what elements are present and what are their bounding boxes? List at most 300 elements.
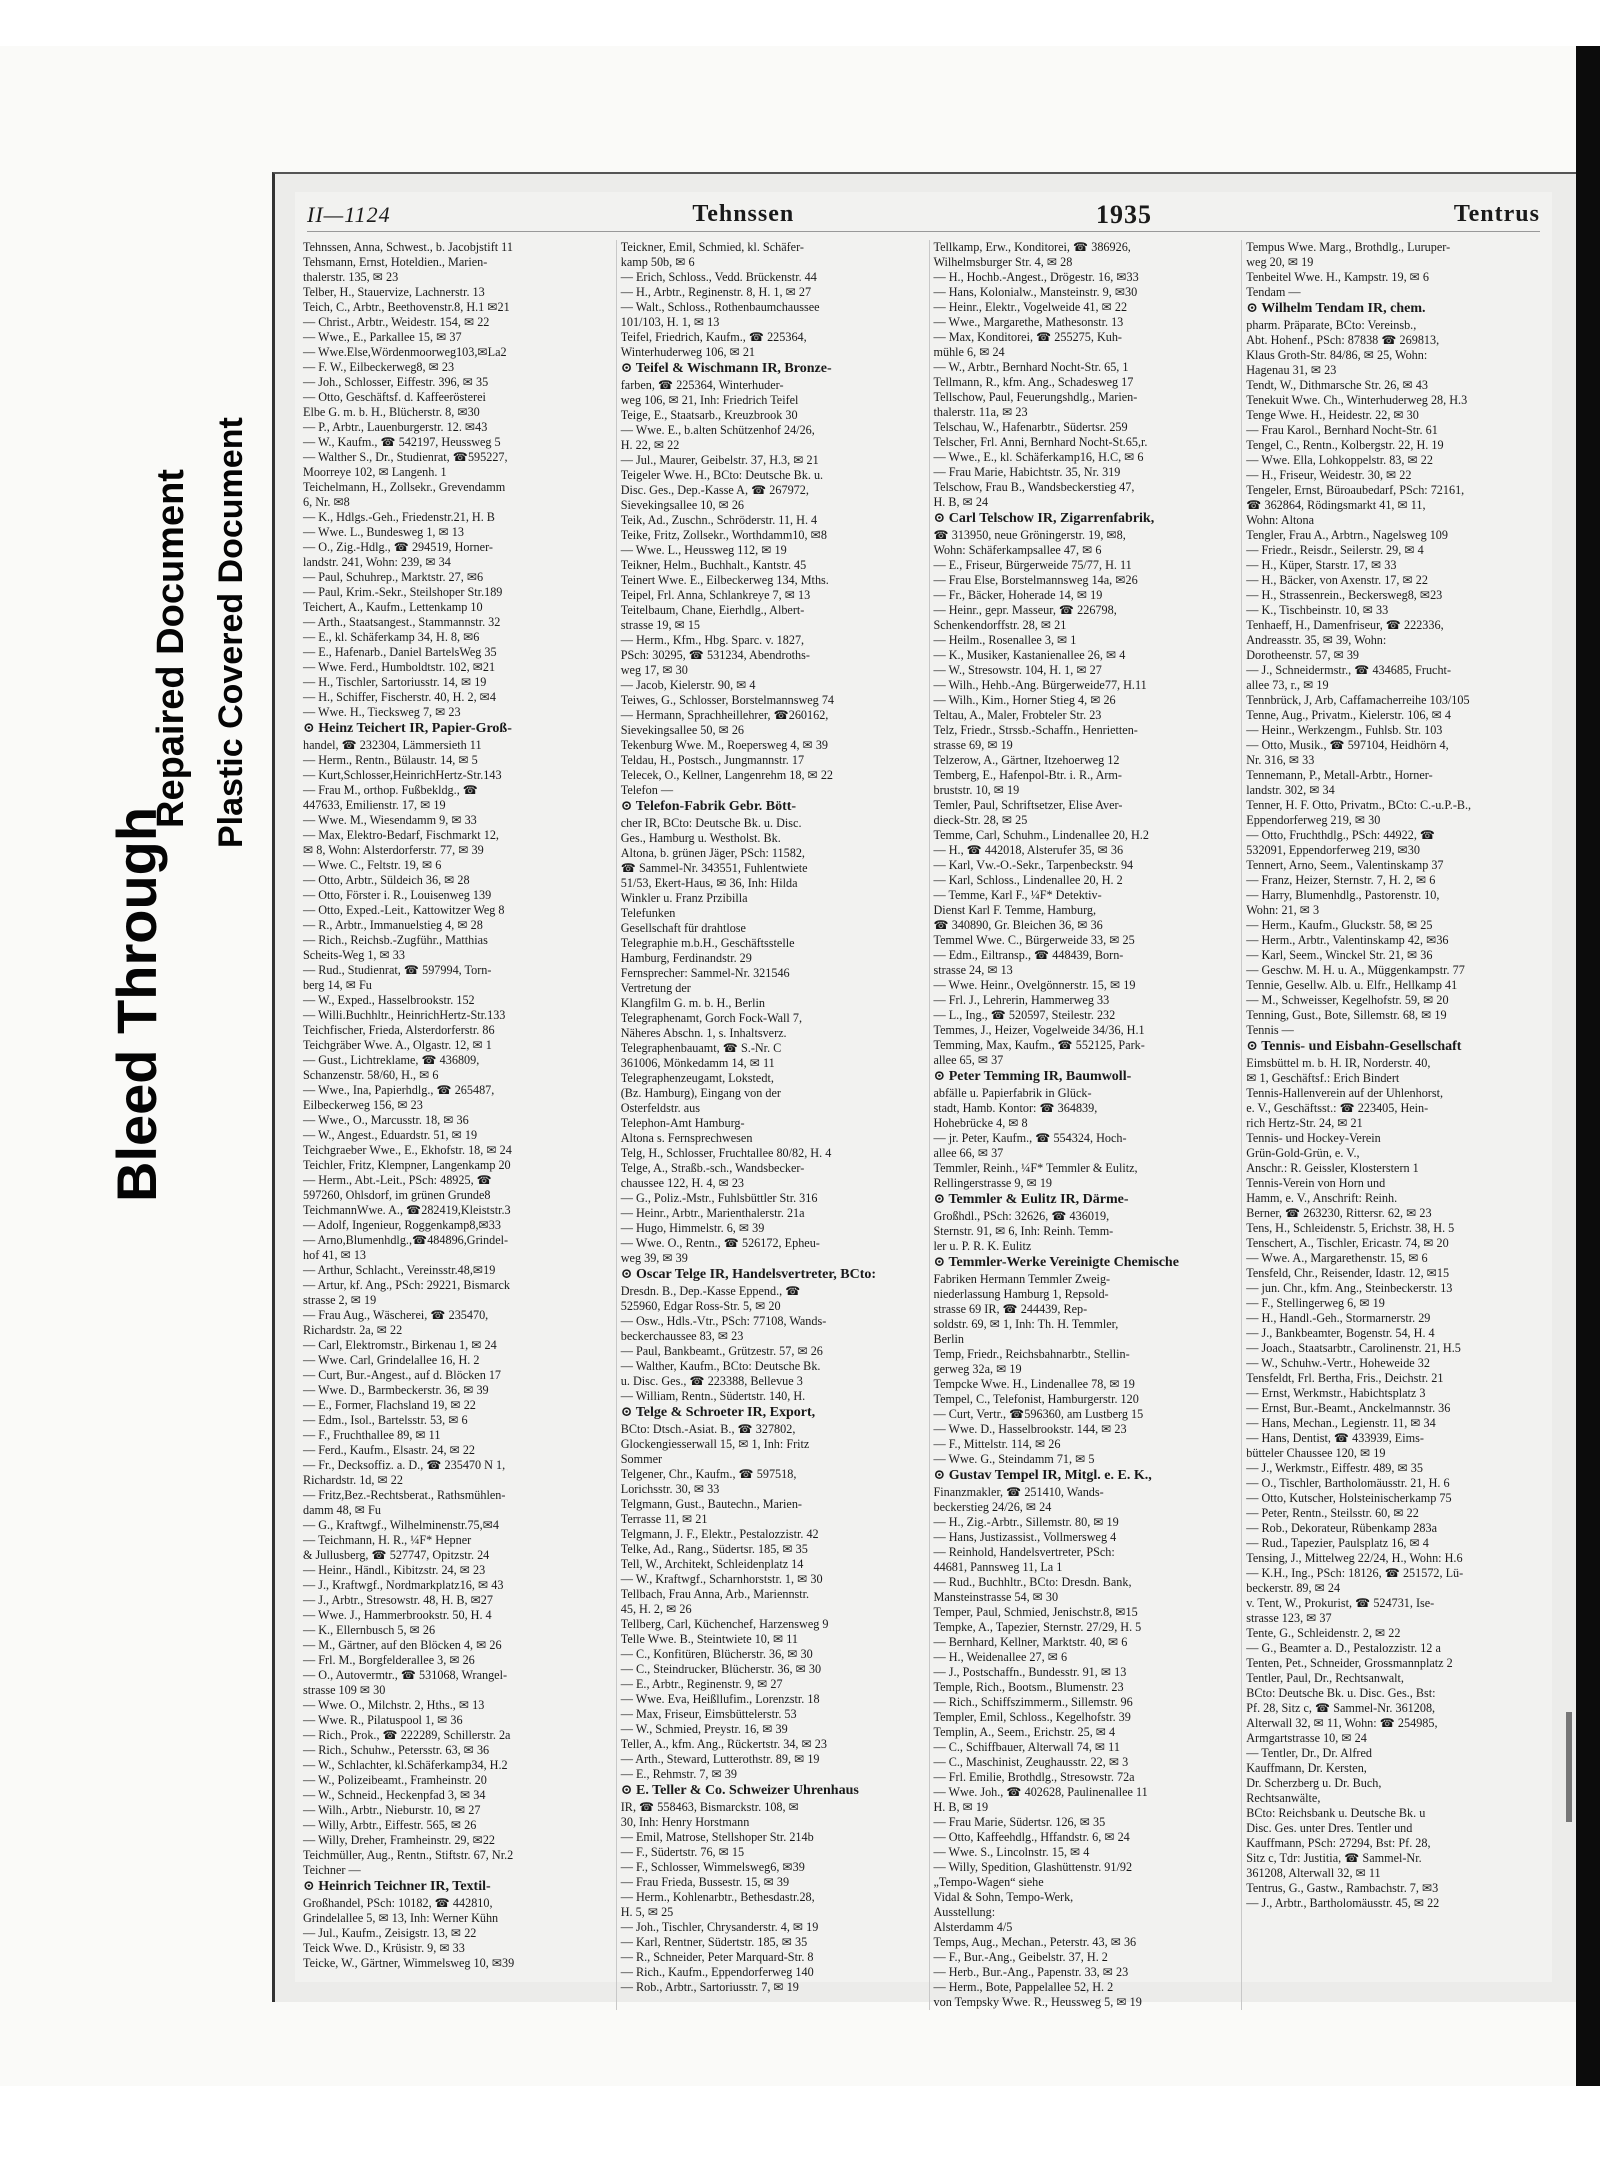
directory-entry: allee 73, r., ✉ 19	[1246, 678, 1329, 692]
directory-entry: ⊙ Heinrich Teichner IR, Textil-	[303, 1879, 491, 1894]
directory-entry: H. B, ✉ 24	[933, 495, 989, 509]
directory-entry: — Frau Marie, Südertsr. 126, ✉ 35	[933, 1815, 1106, 1829]
directory-entry: Telke, Ad., Rang., Südertsr. 185, ✉ 35	[620, 1542, 808, 1556]
directory-entry: Templin, A., Seem., Erichstr. 25, ✉ 4	[933, 1725, 1116, 1739]
directory-entry: Teich, C., Arbtr., Beethovenstr.8, H.1 ✉21	[303, 300, 510, 314]
directory-entry: ⊙ Temmler & Eulitz IR, Därme-	[933, 1192, 1129, 1207]
directory-entry: — W., Angest., Eduardstr. 51, ✉ 19	[303, 1128, 478, 1142]
directory-entry: Rellingerstrasse 9, ✉ 19	[933, 1176, 1053, 1190]
directory-entry: Telegraphenzeugamt, Lokstedt,	[620, 1071, 774, 1085]
directory-entry: Nr. 316, ✉ 33	[1246, 753, 1315, 767]
directory-entry: & Jullusberg, ☎ 527747, Opitzstr. 24	[303, 1548, 490, 1562]
directory-entry: Telge, A., Straßb.-sch., Wandsbecker-	[620, 1161, 805, 1175]
directory-entry: — Gust., Lichtreklame, ☎ 436809,	[303, 1053, 480, 1067]
directory-entry: — Hugo, Himmelstr. 6, ✉ 39	[620, 1221, 765, 1235]
directory-entry: — Willi.Buchhltr., HeinrichHertz-Str.133	[303, 1008, 506, 1022]
directory-entry: — Heilm., Rosenallee 3, ✉ 1	[933, 633, 1077, 647]
directory-entry: Richardstr. 2a, ✉ 22	[303, 1323, 403, 1337]
directory-entry: — Fr., Bäcker, Hoheradе 14, ✉ 19	[933, 588, 1103, 602]
directory-entry: Glockengiesserwall 15, ✉ 1, Inh: Fritz	[620, 1437, 810, 1451]
directory-entry: — Ernst, Werkmstr., Habichtsplatz 3	[1246, 1386, 1426, 1400]
directory-entry: Temple, Rich., Bootsm., Blumenstr. 23	[933, 1680, 1124, 1694]
directory-entry: Temmes, J., Heizer, Vogelweide 34/36, H.1	[933, 1023, 1145, 1037]
directory-entry: strasse 123, ✉ 37	[1246, 1611, 1332, 1625]
directory-entry: Tentrus, G., Gastw., Rambachstr. 7, ✉3	[1246, 1881, 1439, 1895]
directory-entry: — F., Stellingerweg 6, ✉ 19	[1246, 1296, 1385, 1310]
directory-entry: Anschr.: R. Geissler, Klosterstern 1	[1246, 1161, 1419, 1175]
directory-entry: Tengeler, Ernst, Büroaubedarf, PSch: 72161,	[1246, 483, 1465, 497]
directory-entry: Eimsbüttel m. b. H. IR, Norderstr. 40,	[1246, 1056, 1431, 1070]
directory-entry: — Otto, Geschäftsf. d. Kaffeerösterei	[303, 390, 486, 404]
directory-entry: — Rich., Kaufm., Eppendorferweg 140	[620, 1965, 814, 1979]
directory-entry: Telzerow, A., Gärtner, Itzehoerweg 12	[933, 753, 1120, 767]
directory-entry: Hagenau 31, ✉ 23	[1246, 363, 1337, 377]
directory-entry: — W., Kraftwgf., Scharnhorststr. 1, ✉ 30	[620, 1572, 823, 1586]
directory-entry: — Herm., Rentn., Bülaustr. 14, ✉ 5	[303, 753, 478, 767]
directory-entry: TeichmannWwe. A., ☎282419,Kleiststr.3	[303, 1203, 511, 1217]
directory-entry: Tellberg, Carl, Küchenchef, Harzensweg 9	[620, 1617, 829, 1631]
directory-entry: — H., Zig.-Arbtr., Sillemstr. 80, ✉ 19	[933, 1515, 1119, 1529]
directory-entry: Tempke, A., Tapezier, Sternstr. 27/29, H. 5	[933, 1620, 1142, 1634]
page-header	[307, 198, 1540, 232]
directory-entry: Telegraphenamt, Gorch Fock-Wall 7,	[620, 1011, 803, 1025]
directory-entry: Tehsmann, Ernst, Hoteldien., Marien-	[303, 255, 488, 269]
directory-entry: — Herm., Kohlenarbtr., Bethesdastr.28,	[620, 1890, 815, 1904]
directory-entry: Temming, Max, Kaufm., ☎ 552125, Park-	[933, 1038, 1145, 1052]
directory-entry: Lorichsstr. 30, ✉ 33	[620, 1482, 720, 1496]
directory-entry: Telscher, Frl. Anni, Bernhard Nocht-St.65,r.	[933, 435, 1148, 449]
directory-entry: Grün-Gold-Grün, e. V.,	[1246, 1146, 1360, 1160]
directory-entry: — Wwe. Carl, Grindelallee 16, H. 2	[303, 1353, 480, 1367]
directory-entry: — Otto, Kutscher, Holsteinischerkamp 75	[1246, 1491, 1452, 1505]
directory-entry: Tennbrück, J, Arb, Caffamacherreihe 103/105	[1246, 693, 1470, 707]
directory-entry: Hohebrücke 4, ✉ 8	[933, 1116, 1028, 1130]
directory-entry: — Curt, Vertr., ☎596360, am Lustberg 15	[933, 1407, 1144, 1421]
directory-entry: — M., Gärtner, auf den Blöcken 4, ✉ 26	[303, 1638, 502, 1652]
directory-entry: niederlassung Hamburg 1, Repsold-	[933, 1287, 1109, 1301]
directory-entry: cher IR, BCto: Deutsche Bk. u. Disc.	[620, 816, 802, 830]
directory-entry: Gesellschaft für drahtlose	[620, 921, 746, 935]
directory-entry: soldstr. 69, ✉ 1, Inh: Th. H. Temmler,	[933, 1317, 1119, 1331]
directory-entry: Klaus Groth-Str. 84/86, ✉ 25, Wohn:	[1246, 348, 1428, 362]
directory-entry: Teichelmann, H., Zollsekr., Grevendamm	[303, 480, 506, 494]
directory-entry: — Wwe., Ina, Papierhdlg., ☎ 265487,	[303, 1083, 495, 1097]
directory-entry: — Wwe. L., Heussweg 112, ✉ 19	[620, 543, 787, 557]
directory-entry: — E., Friseur, Bürgerweide 75/77, H. 11	[933, 558, 1132, 572]
page-number: II—1124	[307, 201, 391, 227]
directory-entry: 532091, Eppendorferweg 219, ✉30	[1246, 843, 1420, 857]
directory-entry: — Wwe. G., Steindamm 71, ✉ 5	[933, 1452, 1095, 1466]
directory-entry: — J., Werkmstr., Eiffestr. 489, ✉ 35	[1246, 1461, 1423, 1475]
directory-entry: gerweg 32a, ✉ 19	[933, 1362, 1022, 1376]
directory-entry: — Karl, Seem., Winckel Str. 21, ✉ 36	[1246, 948, 1433, 962]
directory-entry: allee 66, ✉ 37	[933, 1146, 1004, 1160]
directory-entry: Moorreye 102, ✉ Langenh. 1	[303, 465, 447, 479]
directory-entry: — Paul, Bankbeamt., Grützestr. 57, ✉ 26	[620, 1344, 823, 1358]
header-right-word: Tentrus	[1453, 201, 1540, 227]
directory-entry: — E., Rehmstr. 7, ✉ 39	[620, 1767, 737, 1781]
directory-entry: Kauffmann, Dr. Kersten,	[1246, 1761, 1367, 1775]
directory-entry: Berlin	[933, 1332, 964, 1346]
directory-entry: — Wwe. O., Milchstr. 2, Hths., ✉ 13	[303, 1698, 485, 1712]
directory-entry: — Heinr., Arbtr., Marienthalerstr. 21a	[620, 1206, 805, 1220]
directory-entry: H. 22, ✉ 22	[620, 438, 680, 452]
directory-entry: u. Disc. Ges., ☎ 223388, Bellevue 3	[620, 1374, 803, 1388]
directory-entry: ⊙ Wilhelm Tendam IR, chem.	[1246, 301, 1426, 316]
directory-entry: — K., Tischbeinstr. 10, ✉ 33	[1246, 603, 1389, 617]
directory-entry: — Hans, Kolonialw., Mansteinstr. 9, ✉30	[933, 285, 1138, 299]
directory-entry: IR, ☎ 558463, Bismarckstr. 108, ✉	[620, 1800, 799, 1814]
directory-entry: — Frau Marie, Habichtstr. 35, Nr. 319	[933, 465, 1121, 479]
directory-entry: — W., Arbtr., Bernhard Nocht-Str. 65, 1	[933, 360, 1129, 374]
directory-entry: — Emil, Matrose, Stellshoper Str. 214b	[620, 1830, 814, 1844]
directory-entry: — Wwe. Eva, Heißllufim., Lorenzstr. 18	[620, 1692, 820, 1706]
directory-entry: Ges., Hamburg u. Westholst. Bk.	[620, 831, 781, 845]
directory-entry: PSch: 30295, ☎ 531234, Abendroths-	[620, 648, 810, 662]
directory-entry: — Wwe. D., Hasselbrookstr. 144, ✉ 23	[933, 1422, 1127, 1436]
directory-entry: 45, H. 2, ✉ 26	[620, 1602, 692, 1616]
directory-entry: — Wwe. D., Barmbeckerstr. 36, ✉ 39	[303, 1383, 489, 1397]
directory-entry: — G., Beamter a. D., Pestalozzistr. 12 a	[1246, 1641, 1441, 1655]
directory-entry: — H., Hochb.-Angest., Drögestr. 16, ✉33	[933, 270, 1139, 284]
directory-entry: — Jul., Maurer, Geibelstr. 37, H.3, ✉ 21	[620, 453, 819, 467]
directory-entry: Fernsprecher: Sammel-Nr. 321546	[620, 966, 790, 980]
directory-entry: — Otto, Fruchthdlg., PSch: 44922, ☎	[1246, 828, 1436, 842]
directory-entry: — Rich., Reichsb.-Zugführ., Matthias	[303, 933, 488, 947]
directory-entry: — O., Tischler, Bartholomäusstr. 21, H. 6	[1246, 1476, 1450, 1490]
directory-entry: — E., kl. Schäferkamp 34, H. 8, ✉6	[303, 630, 480, 644]
directory-entry: Disc. Ges. unter Dres. Tentler und	[1246, 1821, 1413, 1835]
directory-entry: — Wwe., E., Parkallee 15, ✉ 37	[303, 330, 462, 344]
directory-entry: Wohn: Altona	[1246, 513, 1314, 527]
directory-entry: — Herb., Bur.-Ang., Papenstr. 33, ✉ 23	[933, 1965, 1129, 1979]
directory-entry: Tendam —	[1246, 285, 1301, 299]
directory-entry: Eppendorferweg 219, ✉ 30	[1246, 813, 1381, 827]
directory-entry: Teicke, W., Gärtner, Wimmelsweg 10, ✉39	[303, 1956, 515, 1970]
directory-entry: Telber, H., Stauervize, Lachnerstr. 13	[303, 285, 485, 299]
directory-entry: — Herm., Arbtr., Valentinskamp 42, ✉36	[1246, 933, 1449, 947]
directory-entry: weg 20, ✉ 19	[1246, 255, 1314, 269]
directory-entry: ☎ 340890, Gr. Bleichen 36, ✉ 36	[933, 918, 1103, 932]
directory-entry: Tell, W., Architekt, Schleidenplatz 14	[620, 1557, 804, 1571]
directory-entry: ✉ 1, Geschäftsf.: Erich Bindert	[1246, 1071, 1400, 1085]
directory-entry: Tenner, H. F. Otto, Privatm., BCto: C.-u.P.-B.,	[1246, 798, 1472, 812]
header-left-word: Tehnssen	[692, 201, 795, 227]
directory-entry: — Rud., Studienrat, ☎ 597994, Torn-	[303, 963, 492, 977]
scan-dark-edge	[1576, 46, 1600, 2086]
directory-entry: — Walther, Kaufm., BCto: Deutsche Bk.	[620, 1359, 821, 1373]
directory-entry: beckerstr. 89, ✉ 24	[1246, 1581, 1341, 1595]
directory-entry: — jun. Chr., kfm. Ang., Steinbeckerstr. 13	[1246, 1281, 1453, 1295]
directory-entry: — Hans, Justizassist., Vollmersweg 4	[933, 1530, 1117, 1544]
directory-entry: e. V., Geschäftsst.: ☎ 223405, Hein-	[1246, 1101, 1429, 1115]
directory-entry: — H., Küper, Starstr. 17, ✉ 33	[1246, 558, 1397, 572]
directory-entry: ☎ Sammel-Nr. 343551, Fuhlentwiete	[620, 861, 808, 875]
directory-entry: Mansteinstrasse 54, ✉ 30	[933, 1590, 1059, 1604]
directory-entry: — Artur, kf. Ang., PSch: 29221, Bismarck	[303, 1278, 511, 1292]
directory-entry: — H., ☎ 442018, Alsterufer 35, ✉ 36	[933, 843, 1124, 857]
directory-entry: pharm. Präparate, BCto: Vereinsb.,	[1246, 318, 1417, 332]
directory-entry: Temmel Wwe. C., Bürgerweide 33, ✉ 25	[933, 933, 1135, 947]
directory-entry: — Max, Friseur, Eimsbüttelerstr. 53	[620, 1707, 797, 1721]
directory-entry: — Curt, Bur.-Angest., auf d. Blöcken 17	[303, 1368, 502, 1382]
directory-entry: — Frl. Emilie, Brothdlg., Stresowstr. 72a	[933, 1770, 1135, 1784]
directory-entry: — Edm., Isol., Bartelsstr. 53, ✉ 6	[303, 1413, 468, 1427]
directory-entry: Dorotheenstr. 57, ✉ 39	[1246, 648, 1360, 662]
directory-entry: Tengel, C., Rentn., Kolbergstr. 22, H. 19	[1246, 438, 1444, 452]
directory-entry: — Fritz,Bez.-Rechtsberat., Rathsmühlen-	[303, 1488, 506, 1502]
directory-entry: — Osw., Hdls.-Vtr., PSch: 77108, Wands-	[620, 1314, 827, 1328]
directory-entry: Temmler, Reinh., ¼F* Temmler & Eulitz,	[933, 1161, 1138, 1175]
directory-entry: — Adolf, Ingenieur, Roggenkamp8,✉33	[303, 1218, 501, 1232]
directory-entry: — Heinr., gepr. Masseur, ☎ 226798,	[933, 603, 1117, 617]
directory-entry: Tensing, J., Mittelweg 22/24, H., Wohn: H.6	[1246, 1551, 1463, 1565]
directory-entry: strasse 69, ✉ 19	[933, 738, 1013, 752]
directory-entry: — Frl. J., Lehrerin, Hammerweg 33	[933, 993, 1110, 1007]
directory-entry: handel, ☎ 232304, Lämmersieth 11	[303, 738, 482, 752]
directory-entry: Tennie, Gesellw. Alb. u. Elfr., Hellkamp 41	[1246, 978, 1458, 992]
directory-entry: — William, Rentn., Südertstr. 140, H.	[620, 1389, 806, 1403]
directory-entry: — Joh., Tischler, Chrysanderstr. 4, ✉ 19	[620, 1920, 819, 1934]
directory-entry: ⊙ Temmler-Werke Vereinigte Chemische	[933, 1255, 1179, 1270]
directory-entry: — Carl, Elektromstr., Birkenau 1, ✉ 24	[303, 1338, 497, 1352]
directory-entry: Telg, H., Schlosser, Fruchtallee 80/82, H. 4	[620, 1146, 832, 1160]
directory-entry: — Edm., Eiltransp., ☎ 448439, Born-	[933, 948, 1124, 962]
directory-entry: Tellschow, Paul, Feuerungshdlg., Marien-	[933, 390, 1138, 404]
directory-entry: beckerstieg 24/26, ✉ 24	[933, 1500, 1052, 1514]
directory-entry: Eilbeckerweg 156, ✉ 23	[303, 1098, 423, 1112]
directory-entry: Teigeler Wwe. H., BCto: Deutsche Bk. u.	[620, 468, 824, 482]
directory-entry: — Otto, Kaffeehdlg., Hffandstr. 6, ✉ 24	[933, 1830, 1130, 1844]
directory-entry: — J., Arbtr., Bartholomäusstr. 45, ✉ 22	[1246, 1896, 1440, 1910]
directory-entry: — Wilh., Hehb.-Ang. Bürgerweide77, H.11	[933, 678, 1147, 692]
directory-entry: — W., Stresowstr. 104, H. 1, ✉ 27	[933, 663, 1102, 677]
directory-entry: — H., Tischler, Sartoriusstr. 14, ✉ 19	[303, 675, 487, 689]
directory-entry: — Wwe. Joh., ☎ 402628, Paulinenallee 11	[933, 1785, 1148, 1799]
directory-entry: — Wwe. Heinr., Ovelgönnerstr. 15, ✉ 19	[933, 978, 1136, 992]
directory-entry: Teike, Fritz, Zollsekr., Worthdamm10, ✉8	[620, 528, 827, 542]
directory-entry: Richardstr. 1d, ✉ 22	[303, 1473, 403, 1487]
directory-entry: Sternstr. 91, ✉ 6, Inh: Reinh. Temm-	[933, 1224, 1114, 1238]
directory-entry: kamp 50b, ✉ 6	[620, 255, 695, 269]
directory-entry: — Herm., Bote, Pappelallee 52, H. 2	[933, 1980, 1114, 1994]
directory-entry: — H., Handl.-Geh., Stormarnerstr. 29	[1246, 1311, 1431, 1325]
directory-entry: Dienst Karl F. Temme, Hamburg,	[933, 903, 1097, 917]
directory-entry: Teiwes, G., Schlosser, Borstelmannsweg 74	[620, 693, 835, 707]
directory-entry: hof 41, ✉ 13	[303, 1248, 367, 1262]
directory-entry: ⊙ Telge & Schroeter IR, Export,	[620, 1405, 816, 1420]
directory-entry: Teitelbaum, Chane, Eierhdlg., Albert-	[620, 603, 805, 617]
directory-entry: Tensfeld, Chr., Reisender, Idastr. 12, ✉15	[1246, 1266, 1450, 1280]
directory-entry: — Wwe. J., Hammerbrookstr. 50, H. 4	[303, 1608, 492, 1622]
directory-entry: — Hermann, Sprachheillehrer, ☎260162,	[620, 708, 829, 722]
directory-entry: Teichfischer, Frieda, Alsterdorferstr. 86	[303, 1023, 495, 1037]
directory-entry: — E., Former, Flachsland 19, ✉ 22	[303, 1398, 476, 1412]
directory-entry: „Tempo-Wagen“ siehe	[933, 1875, 1044, 1889]
directory-entry: landstr. 302, ✉ 34	[1246, 783, 1335, 797]
directory-entry: — Rob., Dekorateur, Rübenkamp 283a	[1246, 1521, 1437, 1535]
directory-entry: Telz, Friedr., Strssb.-Schaffn., Henrietten-	[933, 723, 1138, 737]
directory-entry: Teltau, A., Maler, Frobteler Str. 23	[933, 708, 1102, 722]
directory-entry: — H., Strassenrein., Beckersweg8, ✉23	[1246, 588, 1443, 602]
directory-entry: — Wwe. C., Feltstr. 19, ✉ 6	[303, 858, 442, 872]
directory-entry: — Rich., Schuhw., Petersstr. 63, ✉ 36	[303, 1743, 490, 1757]
directory-entry: — Wwe. O., Rentn., ☎ 526172, Epheu-	[620, 1236, 820, 1250]
directory-entry: — H., Arbtr., Reginenstr. 8, H. 1, ✉ 27	[620, 285, 812, 299]
directory-entry: Temler, Paul, Schriftsetzer, Elise Aver-	[933, 798, 1123, 812]
directory-entry: — Tentler, Dr., Dr. Alfred	[1246, 1746, 1372, 1760]
directory-entry: — K., Hdlgs.-Geh., Friedenstr.21, H. B	[303, 510, 495, 524]
directory-entry: — Wwe. Ferd., Humboldtstr. 102, ✉21	[303, 660, 496, 674]
directory-entry: 51/53, Ekert-Haus, ✉ 36, Inh: Hilda	[620, 876, 798, 890]
directory-entry: — E., Hafenarb., Daniel BartelsWeg 35	[303, 645, 497, 659]
directory-entry: Tenten, Pet., Schneider, Grossmannplatz 2	[1246, 1656, 1453, 1670]
directory-entry: — F., Fruchthallee 89, ✉ 11	[303, 1428, 441, 1442]
directory-column-4	[1241, 240, 1544, 2010]
directory-entry: Terrasse 11, ✉ 21	[620, 1512, 708, 1526]
directory-entry: Telgener, Chr., Kaufm., ☎ 597518,	[620, 1467, 797, 1481]
directory-entry: — F., Schlosser, Wimmelsweg6, ✉39	[620, 1860, 805, 1874]
directory-entry: — Fr., Decksoffiz. a. D., ☎ 235470 N 1,	[303, 1458, 506, 1472]
directory-entry: — C., Schiffbauer, Alterwall 74, ✉ 11	[933, 1740, 1120, 1754]
directory-entry: Telgmann, J. F., Elektr., Pestalozzistr. 42	[620, 1527, 819, 1541]
directory-entry: Tennis-Hallenverein auf der Uhlenhorst,	[1246, 1086, 1444, 1100]
directory-entry: Kauffmann, PSch: 27294, Bst: Pf. 28,	[1246, 1836, 1431, 1850]
directory-page	[295, 192, 1552, 2009]
directory-entry: Tenschert, A., Tischler, Ericastr. 74, ✉ 20	[1246, 1236, 1449, 1250]
directory-entry: strasse 109 ✉ 30	[303, 1683, 386, 1697]
directory-entry: mühle 6, ✉ 24	[933, 345, 1005, 359]
directory-entry: Telle Wwe. B., Steintwiete 10, ✉ 11	[620, 1632, 798, 1646]
directory-entry: — R., Schneider, Peter Marquard-Str. 8	[620, 1950, 814, 1964]
directory-entry: — F. W., Eilbeckerweg8, ✉ 23	[303, 360, 455, 374]
directory-entry: — R., Arbtr., Immanuelstieg 4, ✉ 28	[303, 918, 483, 932]
directory-entry: — Otto, Exped.-Leit., Kattowitzer Weg 8	[303, 903, 505, 917]
directory-entry: Berner, ☎ 263230, Rittersr. 62, ✉ 23	[1246, 1206, 1432, 1220]
directory-entry: — Christ., Arbtr., Weidestr. 154, ✉ 22	[303, 315, 490, 329]
directory-entry: — O., Autovermtr., ☎ 531068, Wrangel-	[303, 1668, 508, 1682]
directory-entry: — J., Bankbeamter, Bogenstr. 54, H. 4	[1246, 1326, 1435, 1340]
directory-entry: abfälle u. Papierfabrik in Glück-	[933, 1086, 1092, 1100]
directory-entry: Dr. Scherzberg u. Dr. Buch,	[1246, 1776, 1382, 1790]
directory-entry: — Frau Else, Borstelmannsweg 14a, ✉26	[933, 573, 1138, 587]
directory-entry: Schenkendorffstr. 28, ✉ 21	[933, 618, 1067, 632]
directory-entry: — Arth., Staatsangest., Stammannstr. 32	[303, 615, 501, 629]
directory-entry: Telschau, W., Hafenarbtr., Südertsr. 259	[933, 420, 1128, 434]
directory-entry: Andreasstr. 35, ✉ 39, Wohn:	[1246, 633, 1387, 647]
directory-entry: — Heinr., Händl., Kibitzstr. 24, ✉ 23	[303, 1563, 486, 1577]
directory-entry: — W., Schlachter, kl.Schäferkamp34, H.2	[303, 1758, 508, 1772]
directory-entry: — Temme, Karl F., ¼F* Detektiv-	[933, 888, 1102, 902]
directory-entry: Temp, Friedr., Reichsbahnarbtr., Stellin-	[933, 1347, 1130, 1361]
directory-entry: BCto: Deutsche Bk. u. Disc. Ges., Bst:	[1246, 1686, 1436, 1700]
directory-entry: Großhdl., PSch: 32626, ☎ 436019,	[933, 1209, 1110, 1223]
directory-entry: Teick Wwe. D., Krüsistr. 9, ✉ 33	[303, 1941, 465, 1955]
directory-entry: — Frau Karol., Bernhard Nocht-Str. 61	[1246, 423, 1438, 437]
directory-entry: — Hans, Dentist, ☎ 433939, Eims-	[1246, 1431, 1424, 1445]
directory-entry: farben, ☎ 225364, Winterhuder-	[620, 378, 784, 392]
directory-entry: — W., Kaufm., ☎ 542197, Heussweg 5	[303, 435, 501, 449]
directory-entry: Tenning, Gust., Bote, Sillemstr. 68, ✉ 19	[1246, 1008, 1447, 1022]
directory-entry: ⊙ Oscar Telge IR, Handelsvertreter, BCto:	[620, 1267, 877, 1282]
directory-entry: Altona, b. grünen Jäger, PSch: 11582,	[620, 846, 805, 860]
directory-entry: strasse 69 IR, ☎ 244439, Rep-	[933, 1302, 1088, 1316]
directory-entry: Teichmüller, Aug., Rentn., Stiftstr. 67, Nr.2	[303, 1848, 514, 1862]
directory-entry: Teige, E., Staatsarb., Kreuzbrook 30	[620, 408, 798, 422]
directory-entry: — Reinhold, Handelsvertreter, PSch:	[933, 1545, 1115, 1559]
directory-entry: Telgmann, Gust., Bautechn., Marien-	[620, 1497, 802, 1511]
directory-entry: — E., Arbtr., Reginenstr. 9, ✉ 27	[620, 1677, 783, 1691]
directory-entry: — Wwe. M., Wiesendamm 9, ✉ 33	[303, 813, 477, 827]
directory-entry: Telegraphie m.b.H., Geschäftsstelle	[620, 936, 795, 950]
directory-entry: Tennis-Verein von Horn und	[1246, 1176, 1386, 1190]
directory-entry: v. Tent, W., Prokurist, ☎ 524731, Ise-	[1246, 1596, 1435, 1610]
directory-column-3	[929, 240, 1232, 2010]
directory-entry: — Wwe.Else,Wördenmoorweg103,✉La2	[303, 345, 507, 359]
directory-entry: Tenbeitel Wwe. H., Kampstr. 19, ✉ 6	[1246, 270, 1430, 284]
directory-entry: Armgartstrasse 10, ✉ 24	[1246, 1731, 1367, 1745]
directory-entry: — Jul., Kaufm., Zeisigstr. 13, ✉ 22	[303, 1926, 477, 1940]
directory-entry: — Arthur, Schlacht., Vereinsstr.48,✉19	[303, 1263, 496, 1277]
directory-columns	[303, 240, 1544, 2009]
directory-entry: Tennis- und Hockey-Verein	[1246, 1131, 1381, 1145]
directory-entry: ☎ 313950, neue Gröningerstr. 19, ✉8,	[933, 528, 1126, 542]
directory-entry: Tenhaeff, H., Damenfriseur, ☎ 222336,	[1246, 618, 1444, 632]
directory-entry: ⊙ Teifel & Wischmann IR, Bronze-	[620, 361, 832, 376]
directory-entry: — Frau Aug., Wäscherei, ☎ 235470,	[303, 1308, 489, 1322]
directory-entry: — K., Musiker, Kastanienallee 26, ✉ 4	[933, 648, 1126, 662]
directory-entry: — jr. Peter, Kaufm., ☎ 554324, Hoch-	[933, 1131, 1127, 1145]
directory-entry: stadt, Hamb. Kontor: ☎ 364839,	[933, 1101, 1098, 1115]
directory-entry: Temper, Paul, Schmied, Jenischstr.8, ✉15	[933, 1605, 1138, 1619]
directory-entry: — Geschw. M. H. u. A., Müggenkampstr. 77	[1246, 963, 1465, 977]
directory-entry: — C., Maschinist, Zeughausstr. 22, ✉ 3	[933, 1755, 1129, 1769]
directory-entry: beckerchaussee 83, ✉ 23	[620, 1329, 744, 1343]
directory-entry: Tellkamp, Erw., Konditorei, ☎ 386926,	[933, 240, 1131, 254]
directory-entry: Temme, Carl, Schuhm., Lindenallee 20, H.2	[933, 828, 1149, 842]
directory-entry: — Joach., Staatsarbtr., Carolinenstr. 21, H.5	[1246, 1341, 1461, 1355]
directory-entry: Hamburg, Ferdinandstr. 29	[620, 951, 752, 965]
directory-entry: ⊙ Peter Temming IR, Baumwoll-	[933, 1069, 1132, 1084]
directory-entry: Näheres Abschn. 1, s. Inhaltsverz.	[620, 1026, 787, 1040]
directory-entry: ⊙ Telefon-Fabrik Gebr. Bött-	[620, 799, 797, 814]
directory-entry: — Wwe. A., Margarethenstr. 15, ✉ 6	[1246, 1251, 1428, 1265]
directory-entry: — Herm., Abt.-Leit., PSch: 48925, ☎	[303, 1173, 492, 1187]
directory-entry: — Rich., Prok., ☎ 222289, Schillerstr. 2a	[303, 1728, 511, 1742]
directory-entry: — Bernhard, Kellner, Marktstr. 40, ✉ 6	[933, 1635, 1128, 1649]
directory-entry: BCto: Reichsbank u. Deutsche Bk. u	[1246, 1806, 1426, 1820]
directory-entry: — Paul, Schuhrep., Marktstr. 27, ✉6	[303, 570, 484, 584]
directory-entry: Tensfeldt, Frl. Bertha, Fris., Deichstr. 21	[1246, 1371, 1444, 1385]
directory-entry: Altona s. Fernsprechwesen	[620, 1131, 753, 1145]
directory-entry: — Otto, Förster i. R., Louisenweg 139	[303, 888, 492, 902]
directory-entry: Tempel, C., Telefonist, Hamburgerstr. 120	[933, 1392, 1139, 1406]
directory-entry: — Friedr., Reisdr., Seilerstr. 29, ✉ 4	[1246, 543, 1424, 557]
directory-entry: — Wwe. R., Pilatuspool 1, ✉ 36	[303, 1713, 463, 1727]
directory-entry: Teichler, Fritz, Klempner, Langenkamp 20	[303, 1158, 511, 1172]
directory-entry: Tenne, Aug., Privatm., Kielerstr. 106, ✉ 4	[1246, 708, 1451, 722]
directory-entry: — Otto, Musik., ☎ 597104, Heidhörn 4,	[1246, 738, 1449, 752]
directory-entry: 44681, Pannsweg 11, La 1	[933, 1560, 1063, 1574]
directory-entry: Templer, Emil, Schloss., Kegelhofstr. 39	[933, 1710, 1131, 1724]
directory-entry: — Wwe. S., Lincolnstr. 15, ✉ 4	[933, 1845, 1090, 1859]
directory-entry: Teichgraeber Wwe., E., Ekhofstr. 18, ✉ 24	[303, 1143, 512, 1157]
directory-entry: Teipel, Frl. Anna, Schlankreye 7, ✉ 13	[620, 588, 811, 602]
directory-entry: Elbe G. m. b. H., Blücherstr. 8, ✉30	[303, 405, 480, 419]
directory-entry: — Karl, Vw.-O.-Sekr., Tarpenbeckstr. 94	[933, 858, 1134, 872]
repaired-document-label: Repaired Document	[150, 469, 192, 828]
directory-entry: — H., Schiffer, Fischerstr. 40, H. 2, ✉4	[303, 690, 496, 704]
